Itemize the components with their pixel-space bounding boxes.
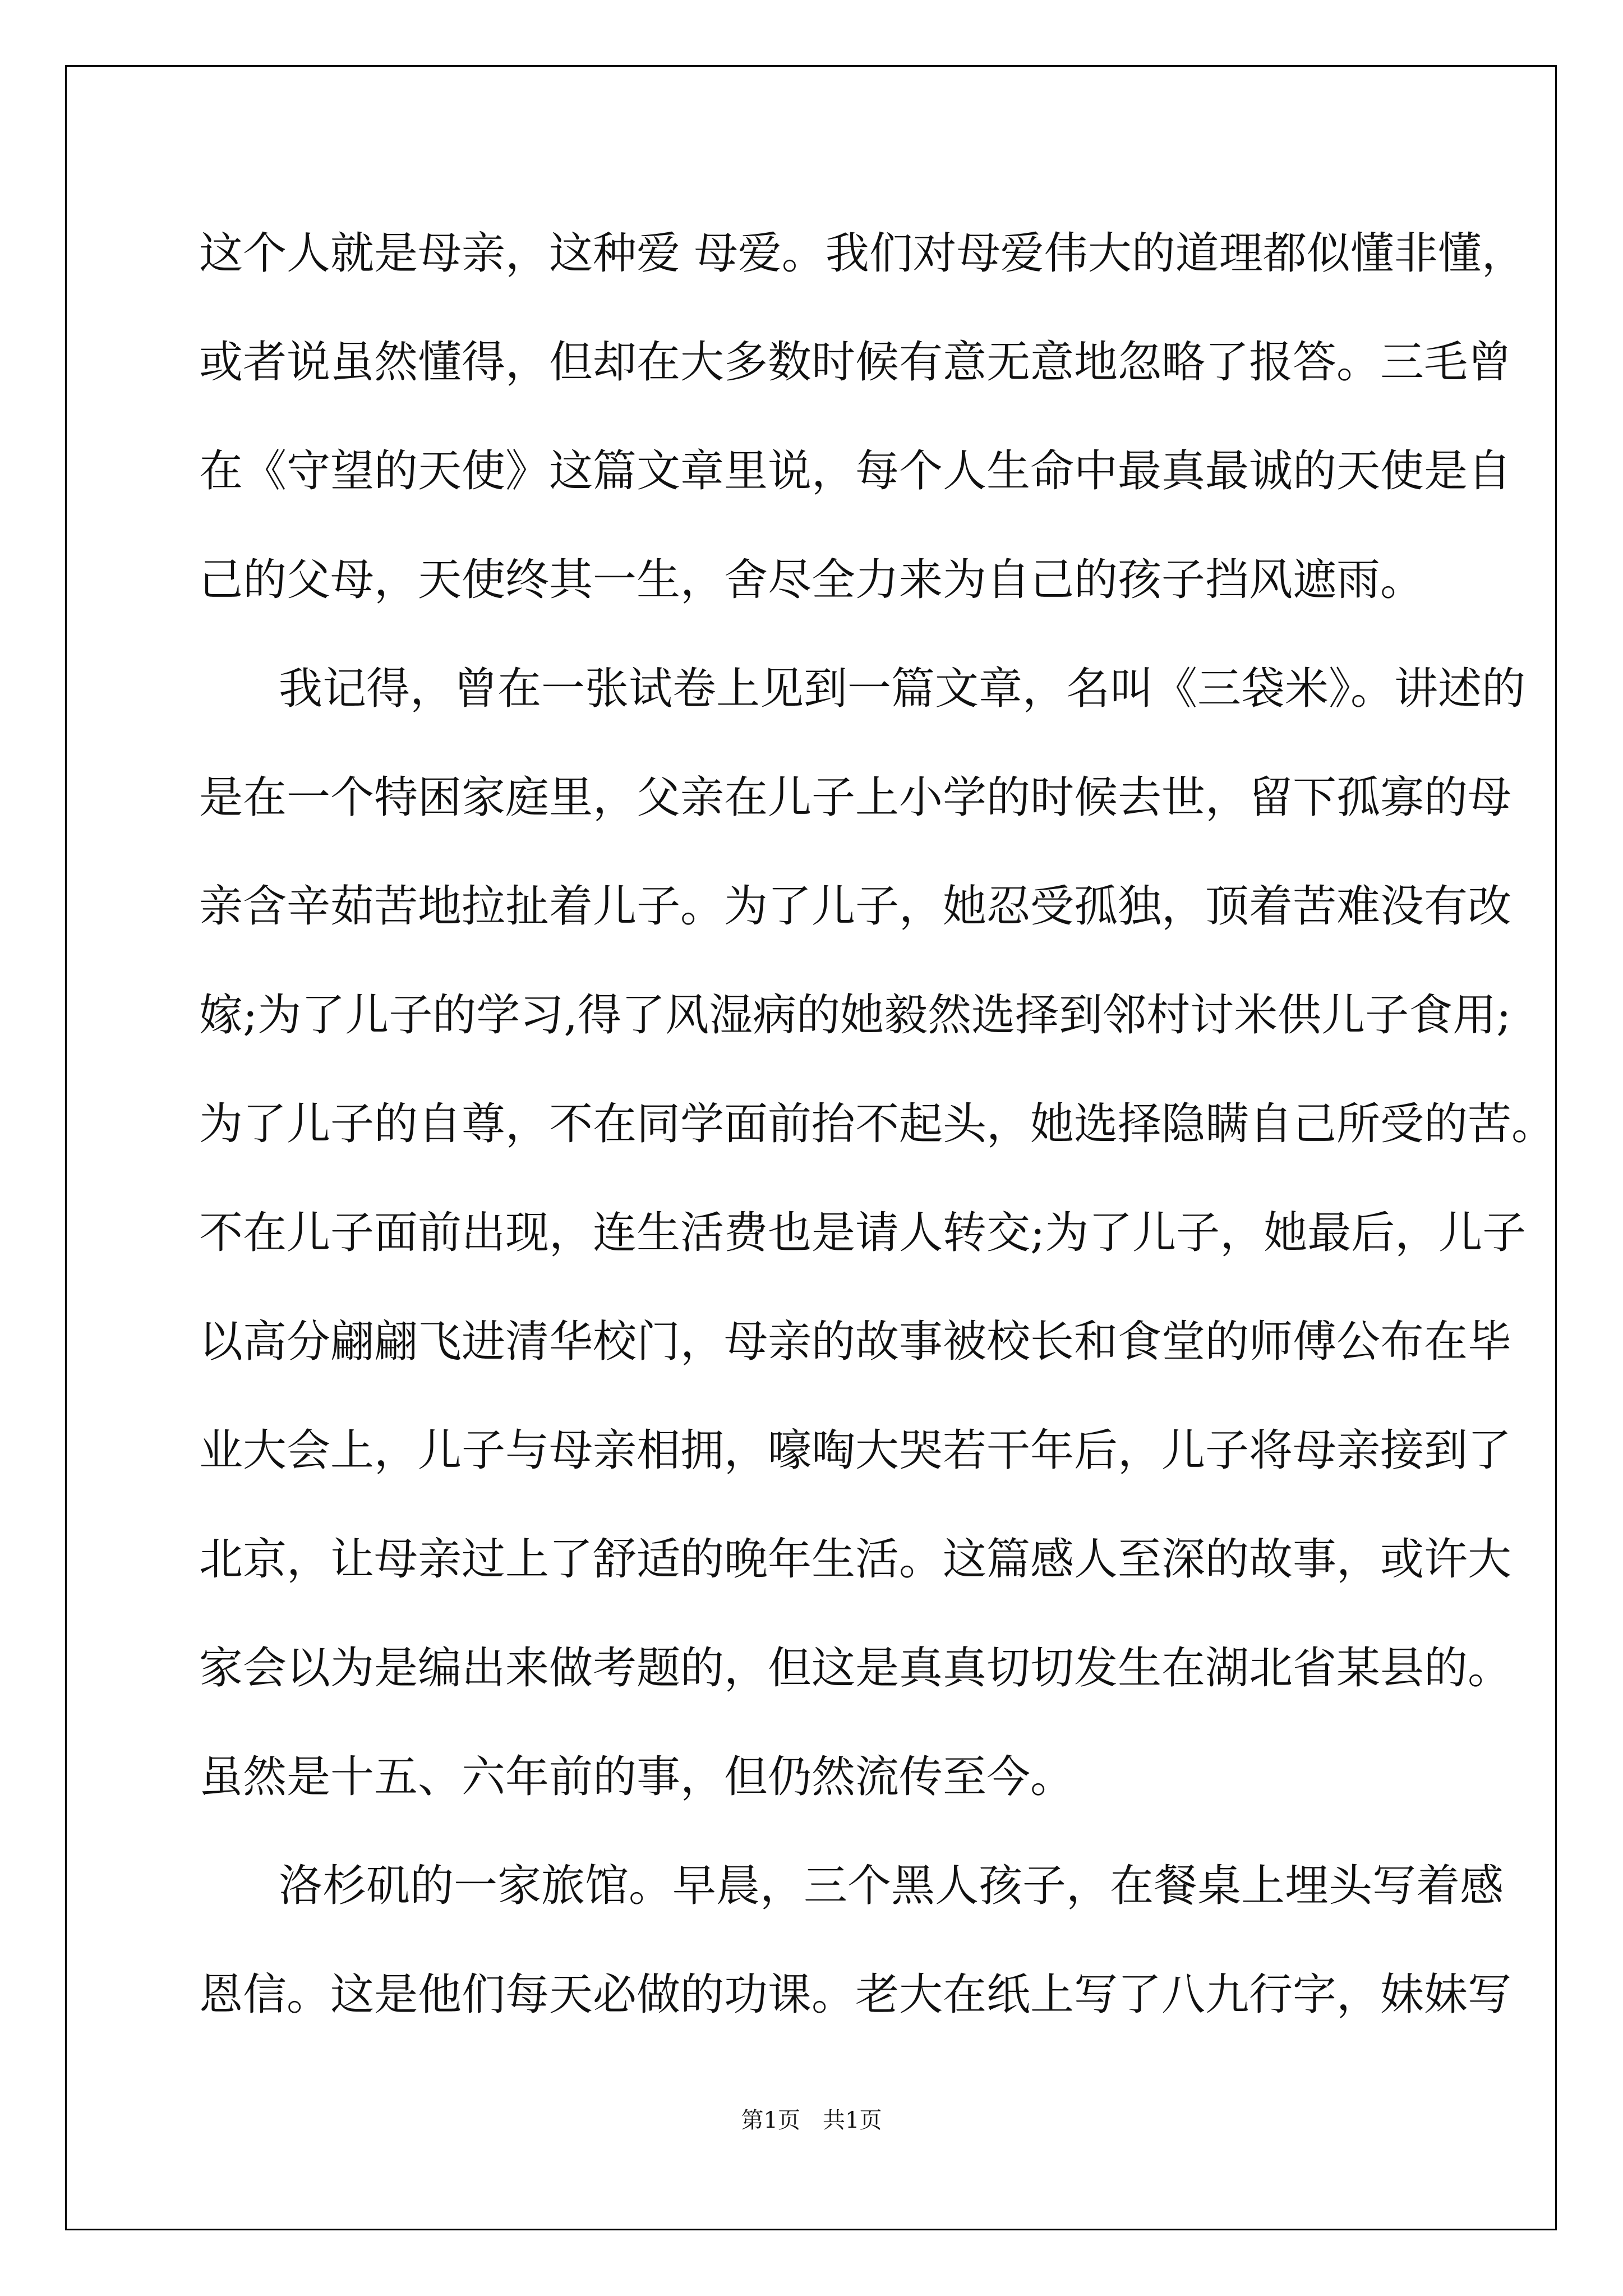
text-line: 不在儿子面前出现，连生活费也是请人转交;为了儿子，她最后，儿子: [199, 1208, 1527, 1258]
text-line: 洛杉矶的一家旅馆。早晨，三个黑人孩子，在餐桌上埋头写着感: [279, 1861, 1504, 1911]
page-number: 第1页: [741, 2108, 800, 2133]
text-line: 在《守望的天使》这篇文章里说，每个人生命中最真最诚的天使是自: [199, 446, 1512, 496]
text-line: 我记得，曾在一张试卷上见到一篇文章，名叫《三袋米》。讲述的: [279, 664, 1526, 714]
text-line: 或者说虽然懂得，但却在大多数时候有意无意地忽略了报答。三毛曾: [199, 337, 1512, 388]
document-body: [199, 199, 1556, 2049]
text-line: 虽然是十五、六年前的事，但仍然流传至今。: [199, 1752, 1075, 1802]
text-line: 是在一个特困家庭里，父亲在儿子上小学的时候去世，留下孤寡的母: [199, 772, 1512, 823]
page-footer: [0, 2102, 1623, 2134]
text-line: 亲含辛茹苦地拉扯着儿子。为了儿子，她忍受孤独，顶着苦难没有改: [199, 881, 1512, 932]
text-line: 嫁;为了儿子的学习,得了风湿病的她毅然选择到邻村讨米供儿子食用;: [199, 990, 1511, 1041]
text-line: 恩信。这是他们每天必做的功课。老大在纸上写了八九行字，妹妹写: [199, 1970, 1512, 2020]
text-line: 己的父母，天使终其一生，舍尽全力来为自己的孩子挡风遮雨。: [199, 555, 1424, 605]
text-line: 以高分翩翩飞进清华校门，母亲的故事被校长和食堂的师傅公布在毕: [199, 1317, 1512, 1367]
text-line: 北京，让母亲过上了舒适的晚年生活。这篇感人至深的故事，或许大: [199, 1534, 1512, 1585]
text-line: 家会以为是编出来做考题的，但这是真真切切发生在湖北省某县的。: [199, 1643, 1512, 1694]
text-line: 这个人就是母亲，这种爱 母爱。我们对母爱伟大的道理都似懂非懂，: [199, 228, 1525, 279]
page-total: 共1页: [823, 2108, 882, 2133]
text-line: 为了儿子的自尊，不在同学面前抬不起头，她选择隐瞒自己所受的苦。: [199, 1099, 1556, 1149]
text-line: 业大会上，儿子与母亲相拥，嚎啕大哭若干年后，儿子将母亲接到了: [199, 1425, 1512, 1476]
